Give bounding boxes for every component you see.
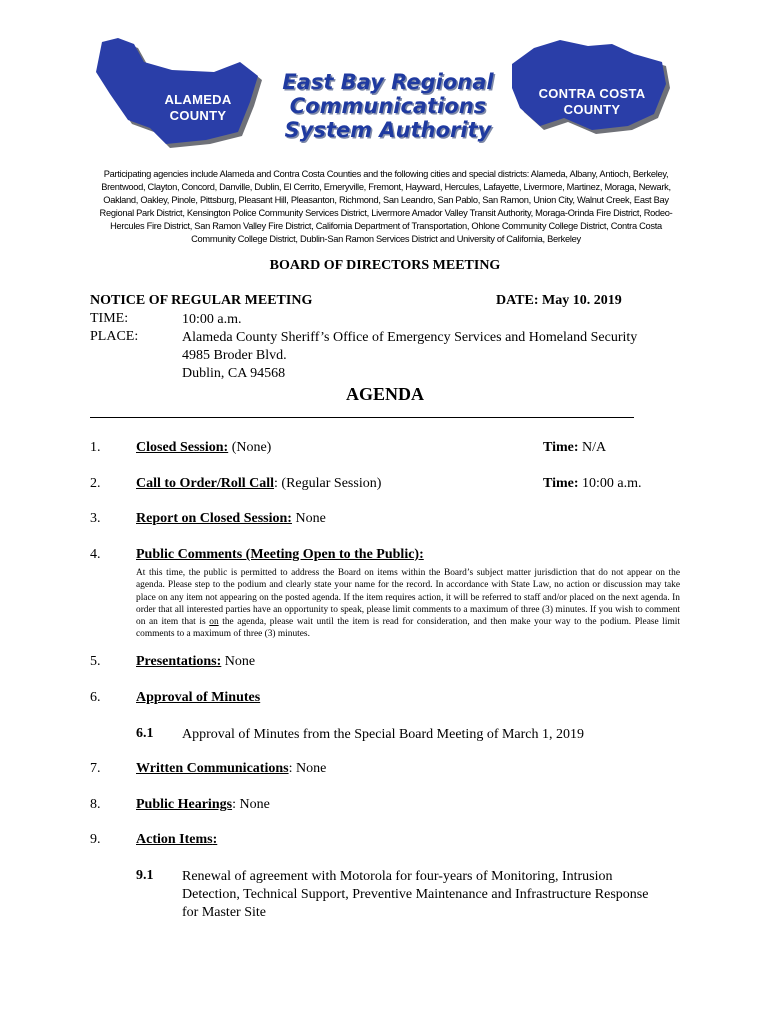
item-time	[543, 440, 606, 456]
item-title: Written Communications	[136, 761, 289, 776]
item-title: Public Comments (Meeting Open to the Public):	[136, 547, 424, 562]
authority-name-line2: Communications	[289, 94, 487, 118]
item-title: Closed Session:	[136, 440, 229, 455]
agenda-divider	[90, 417, 634, 418]
place-line3: Dublin, CA 94568	[182, 366, 286, 381]
meeting-title: BOARD OF DIRECTORS MEETING	[269, 258, 501, 273]
subitem-text: Renewal of agreement with Motorola for four-years of Monitoring, Intrusion Detection, Technical Support, Preventive Maintenance and Infrastructure Response for Master Site	[182, 869, 649, 920]
authority-name-line3: System Authority	[284, 118, 492, 142]
item-title: Presentations:	[136, 654, 222, 669]
time-value: N/A	[578, 440, 607, 455]
item-title: Action Items	[136, 832, 213, 847]
item-number: 2.	[90, 476, 101, 491]
time-label: TIME:	[90, 311, 129, 326]
para-part1: At this time, the public is permitted to address the Board on items within the Board’s subject matter jurisdiction that do not appear on the agenda. Please step to the podium and clearly state your name for the record. In accordance with State Law, no action or discussion may take place on any item not appearing on the posted agenda. If the item requires action, it will be referred to staff and/or placed on the next agenda. In order that all interested parties have an opportunity to speak, please limit comments to a maximum of three (3) minutes. If you wish to comment on an item that is	[136, 568, 680, 628]
agenda-item-closed-session	[136, 440, 271, 456]
time-label: Time:	[543, 440, 579, 455]
item-time	[543, 476, 642, 492]
participating-agencies: Participating agencies include Alameda and Contra Costa Counties and the following cities and special districts: Alameda, Albany, Antioch, Berkeley, Brentwood, Clayton, Concord, Danville, Dublin, El Cerrito, Emeryville, Fremont, Hayward, Hercules, Lafayette, Livermore, Martinez, Moraga, Newark, Oakland, Oakley, Pinole, Pittsburg, Pleasant Hill, Pleasanton, Richmond, San Leandro, San Pablo, San Ramon, Union City, Walnut Creek, East Bay Regional Park District, Kensington Police Community Services District, Livermore Amador Valley Transit Authority, Moraga-Orinda Fire District, Rodeo-Hercules Fire District, San Ramon Valley Fire District, California Department of Transportation, Ohlone Community College District, Contra Costa Community College District, Dublin-San Ramon Services District and University of California, Berkeley	[99, 169, 673, 244]
subitem-number: 9.1	[136, 868, 154, 883]
item-detail: : None	[288, 761, 327, 776]
contra-costa-county-label	[522, 86, 662, 118]
item-number: 3.	[90, 511, 101, 526]
authority-logo	[92, 36, 672, 164]
alameda-county-label	[148, 92, 248, 124]
time-value: 10:00 a.m.	[182, 312, 242, 327]
meeting-date: DATE: May 10. 2019	[496, 293, 622, 308]
alameda-map-shape	[96, 38, 258, 144]
item-number: 1.	[90, 440, 101, 455]
agenda-item-report-closed-session	[136, 511, 326, 527]
place-address	[182, 329, 637, 383]
time-label: Time:	[543, 476, 579, 491]
item-detail: None	[221, 654, 256, 669]
subitem-number: 6.1	[136, 726, 154, 741]
agenda-item-call-to-order	[136, 476, 381, 492]
public-comments-text	[136, 567, 680, 641]
notice-heading: NOTICE OF REGULAR MEETING	[90, 293, 313, 308]
item-number: 4.	[90, 547, 101, 562]
authority-name-line1: East Bay Regional	[282, 70, 494, 94]
para-emphasis: on	[209, 617, 219, 628]
place-line2: 4985 Broder Blvd.	[182, 348, 287, 363]
contra-label-line1: CONTRA COSTA	[538, 86, 646, 101]
item-title: Report on Closed Session:	[136, 511, 292, 526]
item-detail: : None	[232, 797, 270, 812]
item-detail: : (Regular Session)	[274, 476, 382, 491]
authority-name	[268, 70, 508, 142]
agenda-item-public-comments	[136, 547, 424, 563]
subitem-text: Approval of Minutes from the Special Board Meeting of March 1, 2019	[182, 727, 585, 742]
agenda-item-written-communications	[136, 761, 326, 777]
item-number: 8.	[90, 797, 101, 812]
item-number: 6.	[90, 690, 101, 705]
alameda-label-line2: COUNTY	[169, 108, 227, 123]
place-label: PLACE:	[90, 329, 139, 344]
item-title: Call to Order/Roll Call	[136, 476, 275, 491]
para-part2: the agenda, please wait until the item is read for consideration, and then make your way to the podium. Please limit comments to a maximum of three (3) minutes.	[136, 617, 680, 640]
agenda-heading: AGENDA	[345, 384, 424, 404]
item-title: Approval of Minutes	[136, 690, 261, 705]
contra-label-line2: COUNTY	[563, 102, 621, 117]
agenda-item-presentations	[136, 654, 255, 670]
item-number: 9.	[90, 832, 101, 847]
item-number: 5.	[90, 654, 101, 669]
item-title-colon: :	[212, 832, 218, 847]
item-title: Public Hearings	[136, 797, 233, 812]
alameda-label-line1: ALAMEDA	[164, 92, 232, 107]
item-number: 7.	[90, 761, 101, 776]
agenda-item-approval-minutes	[136, 690, 260, 706]
place-line1: Alameda County Sheriff’s Office of Emergency Services and Homeland Security	[182, 330, 638, 345]
time-value: 10:00 a.m.	[578, 476, 642, 491]
agenda-item-public-hearings	[136, 797, 270, 813]
item-detail: None	[291, 511, 326, 526]
agenda-item-action-items	[136, 832, 217, 848]
item-detail: (None)	[228, 440, 272, 455]
